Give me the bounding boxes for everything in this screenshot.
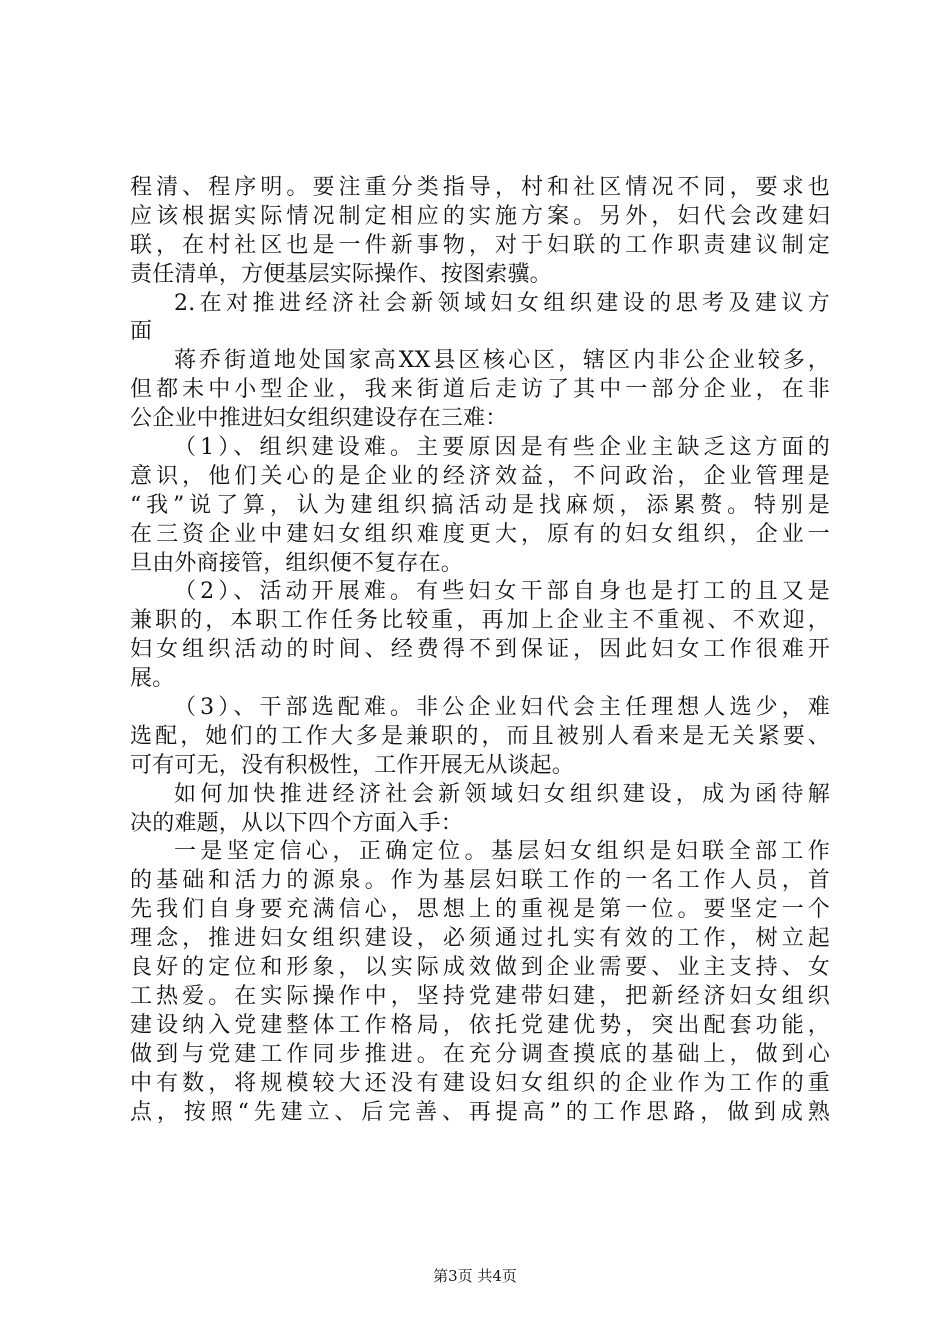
text-line: 良好的定位和形象，以实际成效做到企业需要、业主支持、女: [130, 955, 830, 981]
text-line: 旦由外商接管，组织便不复存在。: [130, 550, 464, 576]
text-line: 兼职的，本职工作任务比较重，再加上企业主不重视、不欢迎，: [130, 608, 830, 634]
text-line: 做到与党建工作同步推进。在充分调查摸底的基础上，做到心: [130, 1041, 830, 1067]
text-line: 公企业中推进妇女组织建设存在三难：: [130, 406, 508, 432]
text-line: 意识，他们关心的是企业的经济效益，不问政治，企业管理是: [130, 463, 830, 489]
text-line: 决的难题，从以下四个方面入手：: [130, 810, 464, 836]
text-line: 展。: [130, 666, 175, 692]
text-line: 可有可无，没有积极性，工作开展无从谈起。: [130, 752, 575, 778]
text-line: 点，按照“先建立、后完善、再提高”的工作思路，做到成熟: [130, 1099, 830, 1125]
text-line: 建设纳入党建整体工作格局，依托党建优势，突出配套功能，: [130, 1012, 830, 1038]
text-line: 责任清单，方便基层实际操作、按图索骥。: [130, 261, 552, 287]
text-line: 一是坚定信心，正确定位。基层妇女组织是妇联全部工作: [174, 839, 830, 865]
text-line: 妇女组织活动的时间、经费得不到保证，因此妇女工作很难开: [130, 637, 830, 663]
text-line: 应该根据实际情况制定相应的实施方案。另外，妇代会改建妇: [130, 203, 830, 229]
text-line: “我”说了算，认为建组织搞活动是找麻烦，添累赘。特别是: [130, 492, 830, 518]
text-line: （2）、活动开展难。有些妇女干部自身也是打工的且又是: [174, 579, 830, 605]
page-number-footer: 第3页 共4页: [433, 1267, 517, 1285]
text-line: 2.在对推进经济社会新领域妇女组织建设的思考及建议方: [174, 290, 830, 316]
text-line: 工热爱。在实际操作中，坚持党建带妇建，把新经济妇女组织: [130, 983, 830, 1009]
text-line: 先我们自身要充满信心，思想上的重视是第一位。要坚定一个: [130, 897, 830, 923]
text-line: 的基础和活力的源泉。作为基层妇联工作的一名工作人员，首: [130, 868, 830, 894]
text-line: 程清、程序明。要注重分类指导，村和社区情况不同，要求也: [130, 175, 830, 200]
text-line: 中有数，将规模较大还没有建设妇女组织的企业作为工作的重: [130, 1070, 830, 1096]
text-line: （3）、干部选配难。非公企业妇代会主任理想人选少，难: [174, 695, 830, 721]
text-line: 面: [130, 319, 153, 345]
text-line: 联，在村社区也是一件新事物，对于妇联的工作职责建议制定: [130, 232, 830, 258]
text-line: 理念，推进妇女组织建设，必须通过扎实有效的工作，树立起: [130, 926, 830, 952]
text-line: 如何加快推进经济社会新领域妇女组织建设，成为函待解: [174, 781, 830, 807]
text-line: （1）、组织建设难。主要原因是有些企业主缺乏这方面的: [174, 435, 830, 461]
document-body: [130, 174, 830, 1127]
text-line: 选配，她们的工作大多是兼职的，而且被别人看来是无关紧要、: [130, 723, 830, 749]
text-line: 蒋乔街道地处国家高XX县区核心区，辖区内非公企业较多，: [174, 348, 830, 374]
text-line: 在三资企业中建妇女组织难度更大，原有的妇女组织，企业一: [130, 521, 830, 547]
text-line: 但都未中小型企业，我来街道后走访了其中一部分企业，在非: [130, 377, 830, 403]
